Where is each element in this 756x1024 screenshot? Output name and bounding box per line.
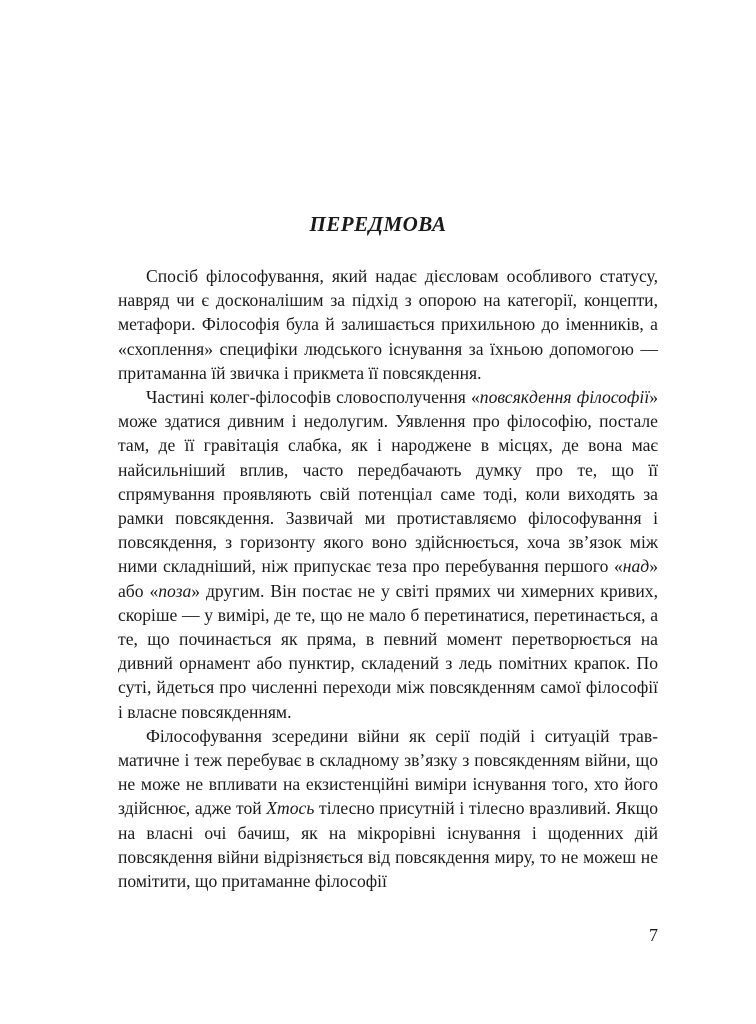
text-run: Частині колег-філософів словосполучення « (146, 387, 480, 408)
chapter-heading: ПЕРЕДМОВА (309, 212, 447, 236)
page-number: 7 (649, 925, 658, 945)
text-run: тілесно присутній і тілесно вразливий. Якщо на власні очі бачиш, як на мікрорівні існування і щоденних дій повсякдення війни відрізняється від повсякдення миру, то не можеш не помітити, що притаманне філософії (118, 798, 658, 892)
paragraph-3 (118, 724, 658, 893)
text-run: Філософування зсередини війни як серії подій і ситуацій травматичне і теж перебуває в складному зв’язку з повсякденням війни, що не може не впливати на екзистенційні виміри існування того, хто його здійснює, адже той (118, 725, 658, 819)
text-run: » другим. Він постає не у світі прямих чи химерних кривих, скоріше — у вимірі, де те, що не мало б перетинатися, перетинається, а те, що починається як пряма, в певний момент перетворюється на дивний орнамент або пунктир, складений з ледь помітних крапок. По суті, йдеться про численні переходи між повсякденням самої філософії і власне повсякденням. (118, 580, 658, 722)
body-text (118, 264, 658, 893)
paragraph-2 (118, 385, 658, 724)
italic-run: над (622, 556, 650, 577)
text-run: » або « (118, 556, 658, 601)
paragraph-1 (118, 264, 658, 385)
italic-run: повсякдення філософії (479, 387, 650, 408)
italic-run: Хтось (266, 798, 315, 819)
italic-run: поза (158, 580, 192, 601)
text-run: Спосіб філософування, який надає дієсловам особливого статусу, навряд чи є досконалішим за підхід з опорою на категорії, концепти, метафори. Філософія була й залишається прихильною до іменників, а «схоплення» специфіки людського існування за їхньою допомогою — притаманна їй звичка і прикмета її повсякдення. (118, 266, 658, 383)
text-run: » може здатися дивним і недолугим. Уявлення про філософію, постале там, де її гравітація слабка, як і народжене в місцях, де вона має найсильніший вплив, часто передбачають думку про те, що її спрямування проявляють свій потенціал саме тоді, коли виходять за рамки повсякдення. Зазвичай ми протиставляємо філософування і повсякдення, з горизонту якого воно здійснюється, хоча зв’язок між ними складніший, ніж припускає теза про перебування першого « (118, 387, 658, 577)
